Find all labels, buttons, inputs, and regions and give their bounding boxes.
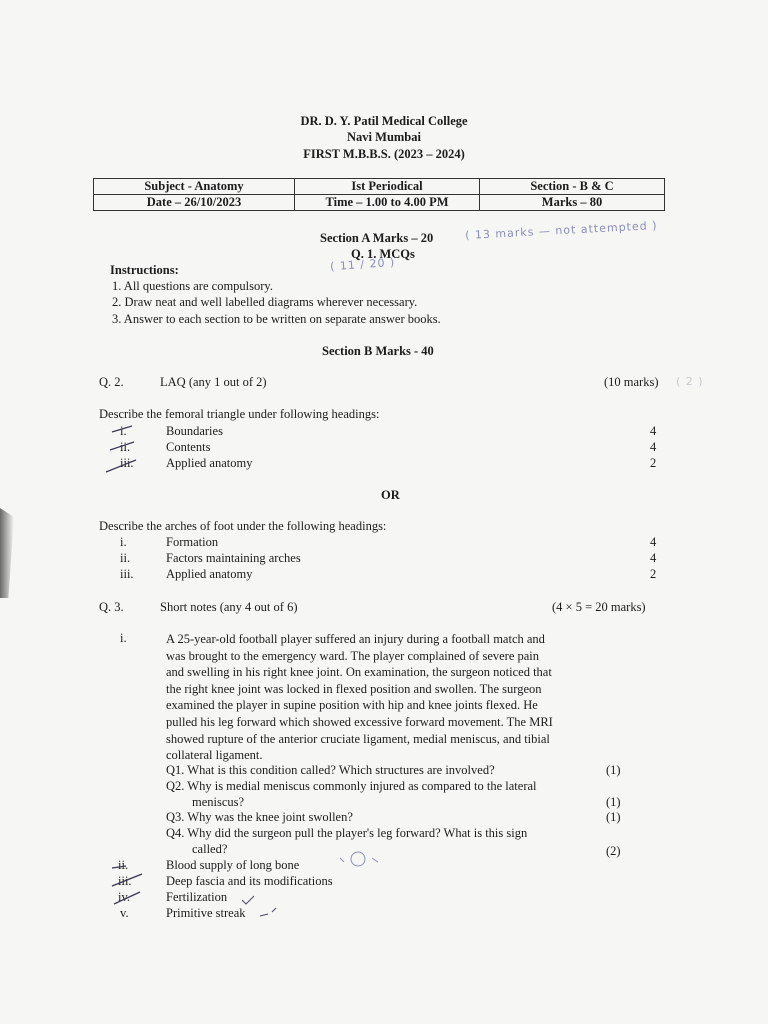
item-text: Deep fascia and its modifications — [166, 874, 333, 888]
case-paragraph — [166, 631, 626, 764]
sub-question-marks: (1) — [606, 763, 621, 777]
item-text: Primitive streak — [166, 906, 246, 920]
page-edge-shadow — [0, 508, 14, 598]
item-marks: 4 — [650, 424, 657, 438]
item-number: iii. — [118, 874, 132, 888]
exam-info-table — [93, 178, 665, 211]
college-city: Navi Mumbai — [347, 130, 421, 144]
item-text: Applied anatomy — [166, 567, 253, 581]
item-text: Blood supply of long bone — [166, 858, 300, 872]
item-marks: 4 — [650, 535, 657, 549]
item-marks: 4 — [650, 551, 657, 565]
sub-question: Q2. Why is medial meniscus commonly injured as compared to the lateral — [166, 779, 537, 793]
case-line: pulled his leg forward which showed excessive forward movement. The MRI — [166, 714, 553, 729]
sub-question-marks: (2) — [606, 844, 621, 858]
case-line: A 25-year-old football player suffered an injury during a football match and — [166, 632, 545, 646]
periodical-cell: Ist Periodical — [295, 179, 480, 195]
item-number: ii. — [118, 858, 129, 872]
handwritten-note: ( 13 marks — not attempted ) — [464, 218, 658, 243]
sub-question-marks: (1) — [606, 810, 621, 824]
case-line: showed rupture of the anterior cruciate ligament, medial meniscus, and tibial — [166, 731, 550, 746]
item-number: iii. — [120, 456, 134, 470]
section-b-title: Section B Marks - 40 — [322, 344, 434, 358]
case-line: and swelling in his right knee joint. On examination, the surgeon noticed that — [166, 665, 552, 680]
item-marks: 4 — [650, 440, 657, 454]
case-number: i. — [120, 631, 127, 645]
item-number: iv. — [118, 890, 131, 904]
subject-cell: Subject - Anatomy — [94, 179, 295, 195]
q3-label: Short notes (any 4 out of 6) — [160, 600, 298, 614]
sub-question: Q4. Why did the surgeon pull the player's leg forward? What is this sign — [166, 826, 528, 840]
item-text: Factors maintaining arches — [166, 551, 301, 565]
circled-mark-icon — [328, 850, 388, 870]
case-line: was brought to the emergency ward. The player complained of severe pain — [166, 648, 540, 663]
instruction-item: 1. All questions are compulsory. — [112, 279, 273, 293]
instruction-item: 2. Draw neat and well labelled diagrams wherever necessary. — [112, 295, 418, 309]
course-title: FIRST M.B.B.S. (2023 – 2024) — [303, 147, 465, 161]
item-marks: 2 — [650, 456, 657, 470]
pen-strike-icon — [108, 856, 148, 912]
marks-cell: Marks – 80 — [480, 195, 665, 211]
q2-marks: (10 marks) — [604, 375, 659, 389]
q2-hand-mark: ( 2 ) — [676, 375, 704, 388]
item-text: Contents — [166, 440, 211, 454]
q3-number: Q. 3. — [99, 600, 124, 614]
item-number: v. — [120, 906, 129, 920]
sub-question-cont: called? — [192, 842, 228, 856]
info-row — [94, 179, 665, 195]
check-mark-icon — [240, 894, 280, 918]
q3-marks: (4 × 5 = 20 marks) — [552, 600, 646, 614]
sub-question: Q1. What is this condition called? Which structures are involved? — [166, 763, 495, 777]
item-number: ii. — [120, 440, 131, 454]
q2-number: Q. 2. — [99, 375, 124, 389]
item-number: i. — [120, 424, 127, 438]
or-divider: OR — [381, 488, 400, 502]
case-line: collateral ligament. — [166, 748, 263, 763]
handwritten-score: ( 11 / 20 ) — [329, 255, 396, 274]
item-number: iii. — [120, 567, 134, 581]
item-text: Applied anatomy — [166, 456, 253, 470]
sub-question-marks: (1) — [606, 795, 621, 809]
info-row — [94, 195, 665, 211]
item-text: Fertilization — [166, 890, 228, 904]
time-cell: Time – 1.00 to 4.00 PM — [295, 195, 480, 211]
sub-question: Q3. Why was the knee joint swollen? — [166, 810, 353, 824]
tick-marks-icon — [104, 420, 138, 482]
instruction-item: 3. Answer to each section to be written on separate answer books. — [112, 312, 441, 326]
sub-question-cont: meniscus? — [192, 795, 245, 809]
section-cell: Section - B & C — [480, 179, 665, 195]
q2-option2-prompt: Describe the arches of foot under the following headings: — [99, 519, 387, 533]
q2-option1-prompt: Describe the femoral triangle under following headings: — [99, 407, 380, 421]
item-text: Formation — [166, 535, 219, 549]
case-line: examined the player in supine position with hip and knee joints flexed. He — [166, 698, 538, 713]
instructions-title: Instructions: — [110, 263, 179, 277]
item-number: i. — [120, 535, 127, 549]
item-marks: 2 — [650, 567, 657, 581]
date-cell: Date – 26/10/2023 — [94, 195, 295, 211]
section-a-title: Section A Marks – 20 — [320, 231, 434, 245]
item-text: Boundaries — [166, 424, 223, 438]
q1-title: Q. 1. MCQs — [351, 247, 415, 261]
case-line: the right knee joint was locked in flexed position and swollen. The surgeon — [166, 681, 542, 696]
q2-label: LAQ (any 1 out of 2) — [160, 375, 267, 389]
college-name: DR. D. Y. Patil Medical College — [300, 114, 468, 128]
item-number: ii. — [120, 551, 131, 565]
